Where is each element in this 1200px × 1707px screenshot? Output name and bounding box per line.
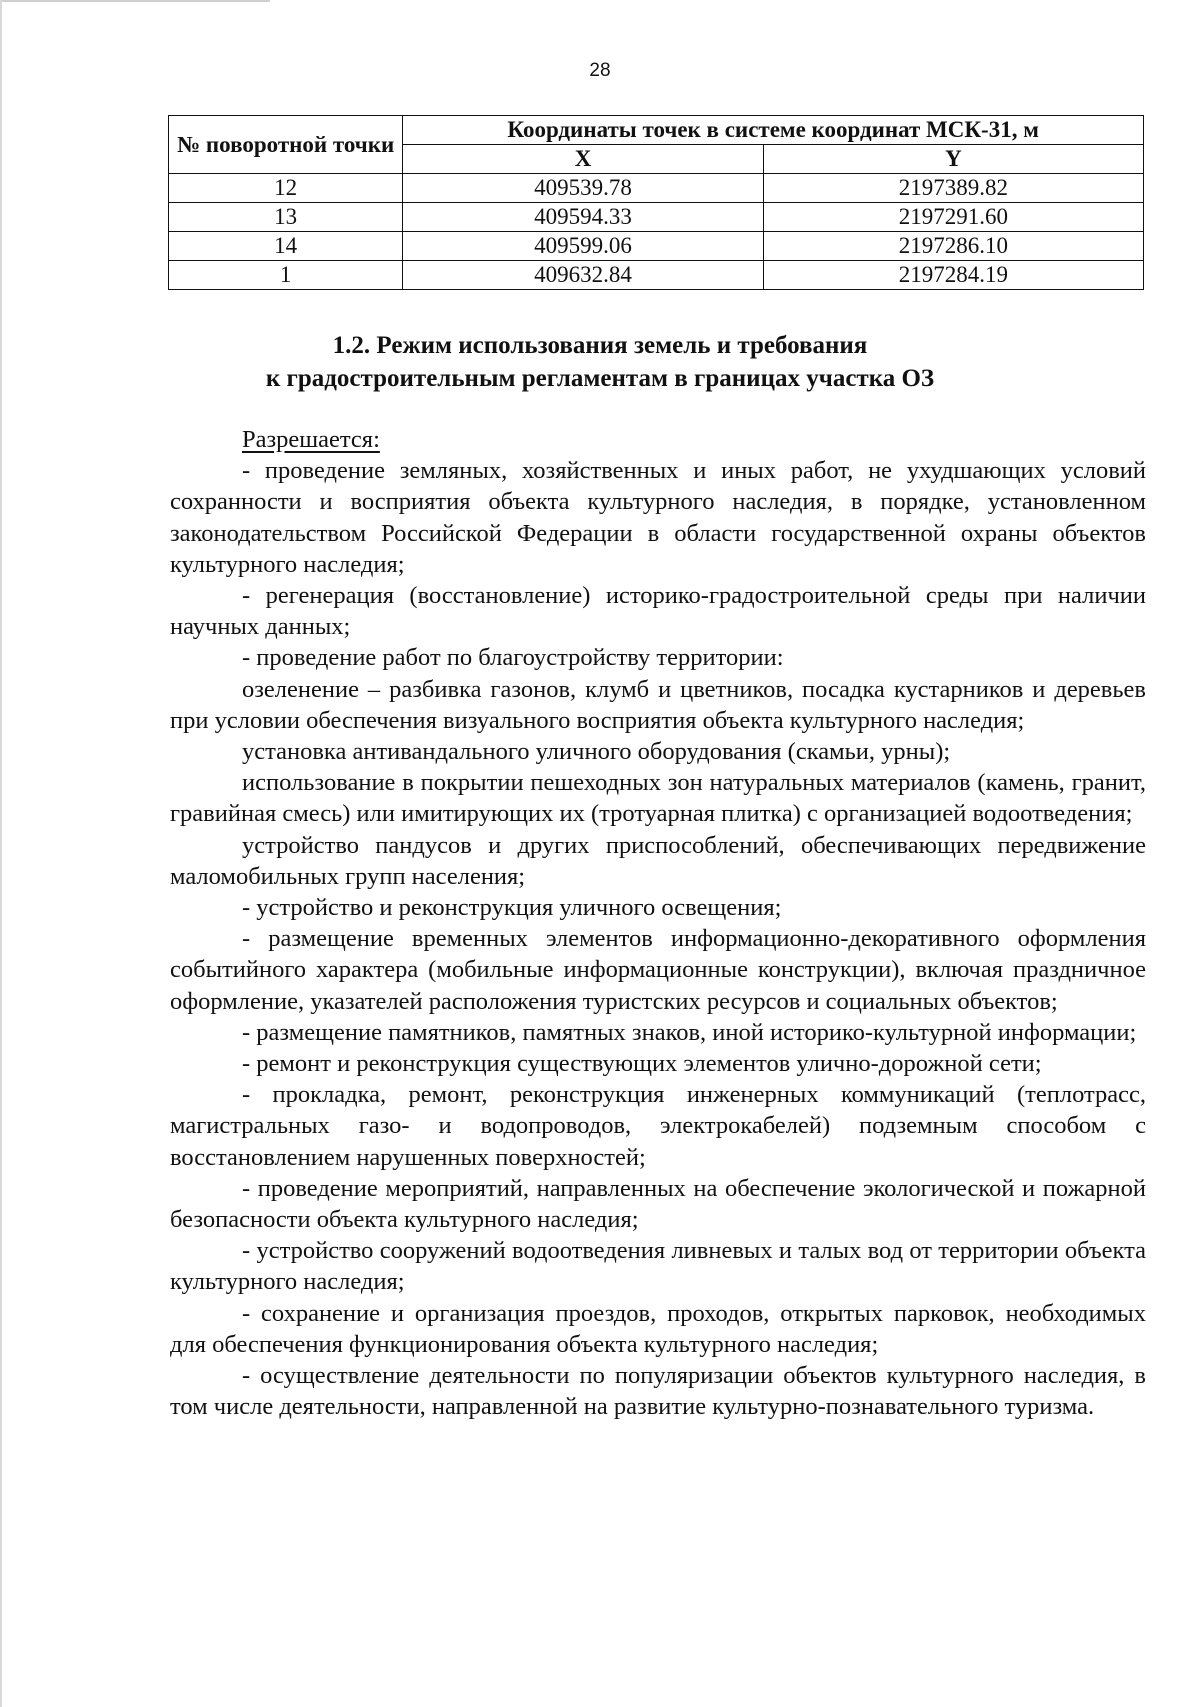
cell-point: 1 (169, 261, 403, 290)
table-row (169, 232, 1144, 261)
paragraph: устройство пандусов и других приспособлений, обеспечивающих передвижение маломобильных групп населения; (170, 831, 1146, 890)
header-x: X (403, 145, 763, 174)
table-header-row (169, 116, 1144, 145)
cell-y: 2197291.60 (763, 203, 1143, 232)
header-coordinates: Координаты точек в системе координат МСК-31, м (403, 116, 1144, 145)
section-title-line-1: 1.2. Режим использования земель и требования (332, 332, 868, 359)
cell-point: 12 (169, 174, 403, 203)
page-number: 28 (589, 60, 611, 81)
paragraph: - ремонт и реконструкция существующих элементов улично-дорожной сети; (242, 1050, 1042, 1078)
cell-point: 14 (169, 232, 403, 261)
paragraph: использование в покрытии пешеходных зон натуральных материалов (камень, гранит, гравийная смесь) или имитирующих их (тротуарная плитка) с организацией водоотведения; (170, 769, 1146, 828)
header-point-number: № поворотной точки (169, 116, 403, 174)
paragraph: - сохранение и организация проездов, проходов, открытых парковок, необходимых для обеспечения функционирования объекта культурного наследия; (170, 1299, 1146, 1358)
paragraph: - размещение временных элементов информационно-декоративного оформления событийного характера (мобильные информационные конструкции), включая праздничное оформление, указателей расположения туристских ресурсов и социальных объектов; (170, 925, 1146, 1015)
allowed-label: Разрешается: (242, 426, 380, 453)
cell-point: 13 (169, 203, 403, 232)
table-row (169, 261, 1144, 290)
table-row (169, 174, 1144, 203)
paragraph: - прокладка, ремонт, реконструкция инженерных коммуникаций (теплотрасс, магистральных газо- и водопроводов, электрокабелей) подземным способом с восстановлением нарушенных поверхностей; (170, 1081, 1146, 1171)
scan-edge-left (0, 0, 2, 1707)
paragraph: озеленение – разбивка газонов, клумб и цветников, посадка кустарников и деревьев при условии обеспечения визуального восприятия объекта культурного наследия; (170, 675, 1146, 734)
paragraph: - устройство и реконструкция уличного освещения; (242, 894, 782, 922)
section-title-line-2: к градостроительным регламентам в границах участка ОЗ (265, 365, 935, 392)
cell-x: 409632.84 (403, 261, 763, 290)
cell-y: 2197284.19 (763, 261, 1143, 290)
paragraph: - устройство сооружений водоотведения ливневых и талых вод от территории объекта культурного наследия; (170, 1237, 1146, 1296)
cell-x: 409594.33 (403, 203, 763, 232)
cell-x: 409599.06 (403, 232, 763, 261)
paragraph: - размещение памятников, памятных знаков, иной историко-культурной информации; (242, 1018, 1137, 1046)
coordinates-table (168, 115, 1144, 290)
section-title (0, 329, 1200, 395)
scan-edge-top (0, 0, 270, 2)
table-row (169, 203, 1144, 232)
paragraph: - проведение мероприятий, направленных на обеспечение экологической и пожарной безопасности объекта культурного наследия; (170, 1174, 1146, 1234)
cell-y: 2197286.10 (763, 232, 1143, 261)
paragraph: - осуществление деятельности по популяризации объектов культурного наследия, в том числе деятельности, направленной на развитие культурно-познавательного туризма. (170, 1362, 1146, 1421)
paragraph: - регенерация (восстановление) историко-градостроительной среды при наличии научных данных; (170, 582, 1146, 641)
header-y: Y (763, 145, 1143, 174)
cell-x: 409539.78 (403, 174, 763, 203)
paragraph: установка антивандального уличного оборудования (скамьи, урны); (242, 738, 951, 766)
section-body (170, 424, 1146, 1423)
paragraph: - проведение работ по благоустройству территории: (242, 644, 784, 672)
paragraph: - проведение земляных, хозяйственных и иных работ, не ухудшающих условий сохранности и восприятия объекта культурного наследия, в порядке, установленном законодательством Российской Федерации в области государственной охраны объектов культурного наследия; (170, 457, 1146, 578)
cell-y: 2197389.82 (763, 174, 1143, 203)
